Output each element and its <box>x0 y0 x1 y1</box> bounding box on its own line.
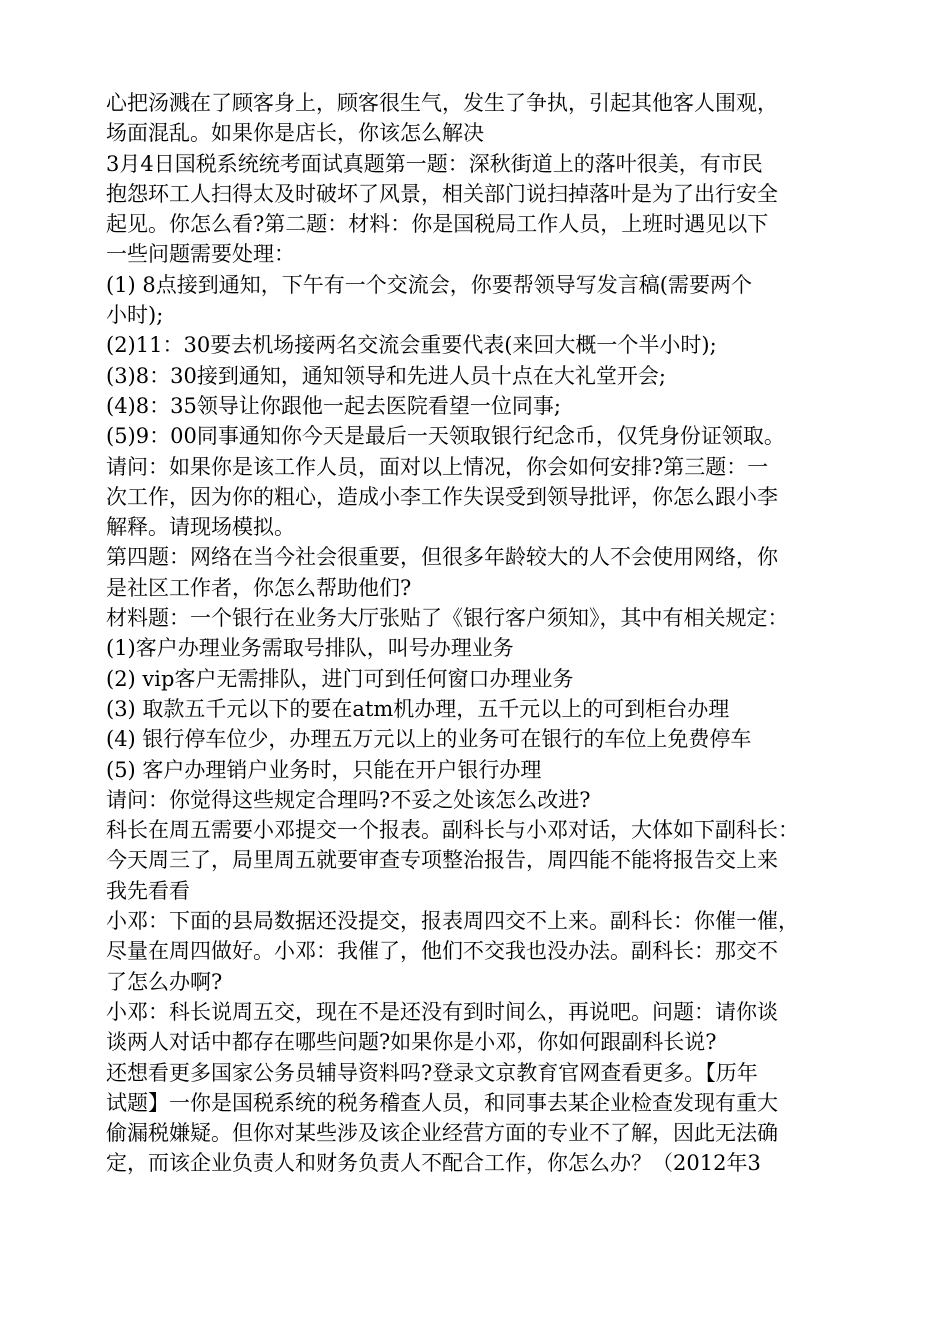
text-line: 定，而该企业负责人和财务负责人不配合工作，你怎么办？（2012年3 <box>106 1151 761 1176</box>
text-line: 偷漏税嫌疑。但你对某些涉及该企业经营方面的专业不了解，因此无法确 <box>106 1121 778 1146</box>
text-line: 心把汤溅在了顾客身上，顾客很生气，发生了争执，引起其他客人围观， <box>106 91 778 115</box>
text-line: 请问：你觉得这些规定合理吗?不妥之处该怎么改进? <box>106 787 591 812</box>
text-line: 小邓：科长说周五交，现在不是还没有到时间么，再说吧。问题：请你谈 <box>106 999 778 1024</box>
text-line: (1)客户办理业务需取号排队，叫号办理业务 <box>106 636 514 661</box>
text-line: 第四题：网络在当今社会很重要，但很多年龄较大的人不会使用网络，你 <box>106 545 778 570</box>
text-line: 了怎么办啊? <box>106 969 223 994</box>
text-line: 一些问题需要处理： <box>106 242 295 267</box>
text-line: 我先看看 <box>106 878 190 903</box>
text-line: (4) 银行停车位少，办理五万元以上的业务可在银行的车位上免费停车 <box>106 727 752 752</box>
text-line: 还想看更多国家公务员辅导资料吗?登录文京教育官网查看更多。【历年 <box>106 1060 758 1085</box>
text-line: (4)8：35领导让你跟他一起去医院看望一位同事; <box>106 393 561 418</box>
text-line: 场面混乱。如果你是店长，你该怎么解决 <box>106 121 484 146</box>
text-line: 谈两人对话中都存在哪些问题?如果你是小邓，你如何跟副科长说? <box>106 1030 717 1055</box>
text-line: 次工作，因为你的粗心，造成小李工作失误受到领导批评，你怎么跟小李 <box>106 484 778 509</box>
text-line: 解释。请现场模拟。 <box>106 515 295 540</box>
text-line: 小时); <box>106 303 164 328</box>
text-line: 试题】一你是国税系统的税务稽查人员，和同事去某企业检查发现有重大 <box>106 1090 778 1115</box>
document-body <box>106 88 870 1179</box>
text-line: 材料题：一个银行在业务大厅张贴了《银行客户须知》，其中有相关规定： <box>106 606 789 631</box>
text-line: 抱怨环工人扫得太及时破坏了风景，相关部门说扫掉落叶是为了出行安全 <box>106 181 778 206</box>
text-line: (3) 取款五千元以下的要在atm机办理，五千元以上的可到柜台办理 <box>106 696 730 721</box>
text-line: 请问：如果你是该工作人员，面对以上情况，你会如何安排?第三题：一 <box>106 454 769 479</box>
text-line: 科长在周五需要小邓提交一个报表。副科长与小邓对话，大体如下副科长： <box>106 818 799 843</box>
text-line: 起见。你怎么看?第二题：材料：你是国税局工作人员，上班时遇见以下 <box>106 212 769 237</box>
text-line: (5)9：00同事通知你今天是最后一天领取银行纪念币，仅凭身份证领取。 <box>106 424 785 449</box>
text-line: (2) vip客户无需排队，进门可到任何窗口办理业务 <box>106 666 574 691</box>
text-line: (3)8：30接到通知，通知领导和先进人员十点在大礼堂开会; <box>106 363 666 388</box>
text-line: 3月4日国税系统统考面试真题第一题：深秋街道上的落叶很美，有市民 <box>106 151 763 176</box>
text-line: 小邓：下面的县局数据还没提交，报表周四交不上来。副科长：你催一催， <box>106 909 799 934</box>
text-line: (2)11：30要去机场接两名交流会重要代表(来回大概一个半小时); <box>106 333 717 358</box>
text-line: (5) 客户办理销户业务时，只能在开户银行办理 <box>106 757 542 782</box>
text-line: (1) 8点接到通知，下午有一个交流会，你要帮领导写发言稿(需要两个 <box>106 272 752 297</box>
text-line: 是社区工作者，你怎么帮助他们? <box>106 575 412 600</box>
text-line: 尽量在周四做好。小邓：我催了，他们不交我也没办法。副科长：那交不 <box>106 939 778 964</box>
text-line: 今天周三了，局里周五就要审查专项整治报告，周四能不能将报告交上来 <box>106 848 778 873</box>
